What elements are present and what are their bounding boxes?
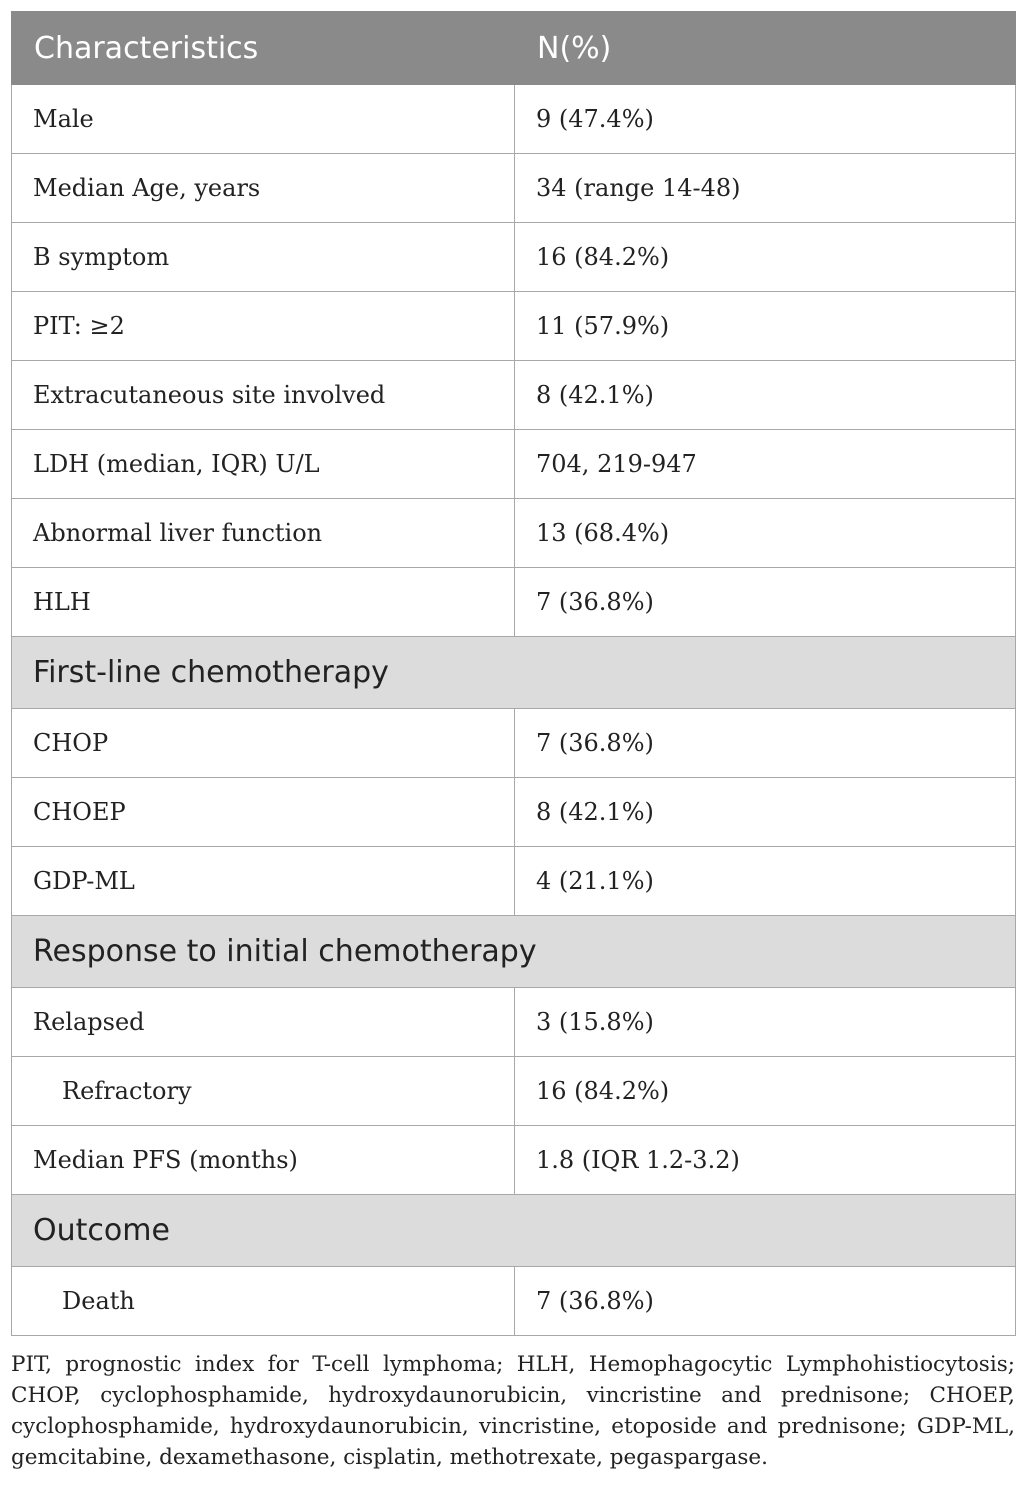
- characteristics-table-container: [11, 11, 1015, 1336]
- characteristic-cell: Male: [12, 85, 515, 154]
- characteristic-cell: Median Age, years: [12, 154, 515, 223]
- table-row: [12, 1057, 1016, 1126]
- value-cell: 16 (84.2%): [515, 1057, 1016, 1126]
- value-cell: 7 (36.8%): [515, 568, 1016, 637]
- value-cell: 9 (47.4%): [515, 85, 1016, 154]
- value-cell: 1.8 (IQR 1.2-3.2): [515, 1126, 1016, 1195]
- characteristic-cell: B symptom: [12, 223, 515, 292]
- characteristic-cell: Relapsed: [12, 988, 515, 1057]
- characteristic-cell: HLH: [12, 568, 515, 637]
- characteristic-cell: Median PFS (months): [12, 1126, 515, 1195]
- value-cell: 11 (57.9%): [515, 292, 1016, 361]
- table-row: [12, 988, 1016, 1057]
- characteristic-cell: Refractory: [12, 1057, 515, 1126]
- characteristic-cell: GDP-ML: [12, 847, 515, 916]
- characteristic-cell: Death: [12, 1267, 515, 1336]
- table-row: [12, 292, 1016, 361]
- table-row: [12, 847, 1016, 916]
- section-header-row: [12, 637, 1016, 709]
- table-body: [12, 85, 1016, 1336]
- value-cell: 704, 219-947: [515, 430, 1016, 499]
- table-row: [12, 499, 1016, 568]
- value-cell: 8 (42.1%): [515, 361, 1016, 430]
- table-footnote: PIT, prognostic index for T-cell lymphoma; HLH, Hemophagocytic Lymphohistiocytosis; CHOP, cyclophosphamide, hydroxydaunorubicin, vincristine and prednisone; CHOEP, cyclophosphamide, hydroxydaunorubicin, vincristine, etoposide and prednisone; GDP-ML, gemcitabine, dexamethasone, cisplatin, methotrexate, pegaspargase.: [11, 1352, 1015, 1470]
- value-cell: 4 (21.1%): [515, 847, 1016, 916]
- characteristic-cell: Extracutaneous site involved: [12, 361, 515, 430]
- section-header-row: [12, 916, 1016, 988]
- value-cell: 34 (range 14-48): [515, 154, 1016, 223]
- section-label: Response to initial chemotherapy: [12, 916, 1016, 988]
- value-cell: 3 (15.8%): [515, 988, 1016, 1057]
- characteristics-table: [11, 11, 1016, 1336]
- characteristic-cell: LDH (median, IQR) U/L: [12, 430, 515, 499]
- header-n-percent: N(%): [515, 12, 1016, 85]
- characteristic-cell: Abnormal liver function: [12, 499, 515, 568]
- section-label: Outcome: [12, 1195, 1016, 1267]
- value-cell: 7 (36.8%): [515, 709, 1016, 778]
- value-cell: 8 (42.1%): [515, 778, 1016, 847]
- table-row: [12, 778, 1016, 847]
- value-cell: 13 (68.4%): [515, 499, 1016, 568]
- characteristic-cell: CHOEP: [12, 778, 515, 847]
- table-row: [12, 361, 1016, 430]
- section-label: First-line chemotherapy: [12, 637, 1016, 709]
- header-characteristics: Characteristics: [12, 12, 515, 85]
- section-header-row: [12, 1195, 1016, 1267]
- table-row: [12, 1126, 1016, 1195]
- table-row: [12, 154, 1016, 223]
- characteristic-cell: PIT: ≥2: [12, 292, 515, 361]
- table-row: [12, 85, 1016, 154]
- table-row: [12, 709, 1016, 778]
- table-row: [12, 430, 1016, 499]
- value-cell: 7 (36.8%): [515, 1267, 1016, 1336]
- table-row: [12, 568, 1016, 637]
- table-header-row: [12, 12, 1016, 85]
- characteristic-cell: CHOP: [12, 709, 515, 778]
- table-row: [12, 223, 1016, 292]
- value-cell: 16 (84.2%): [515, 223, 1016, 292]
- table-row: [12, 1267, 1016, 1336]
